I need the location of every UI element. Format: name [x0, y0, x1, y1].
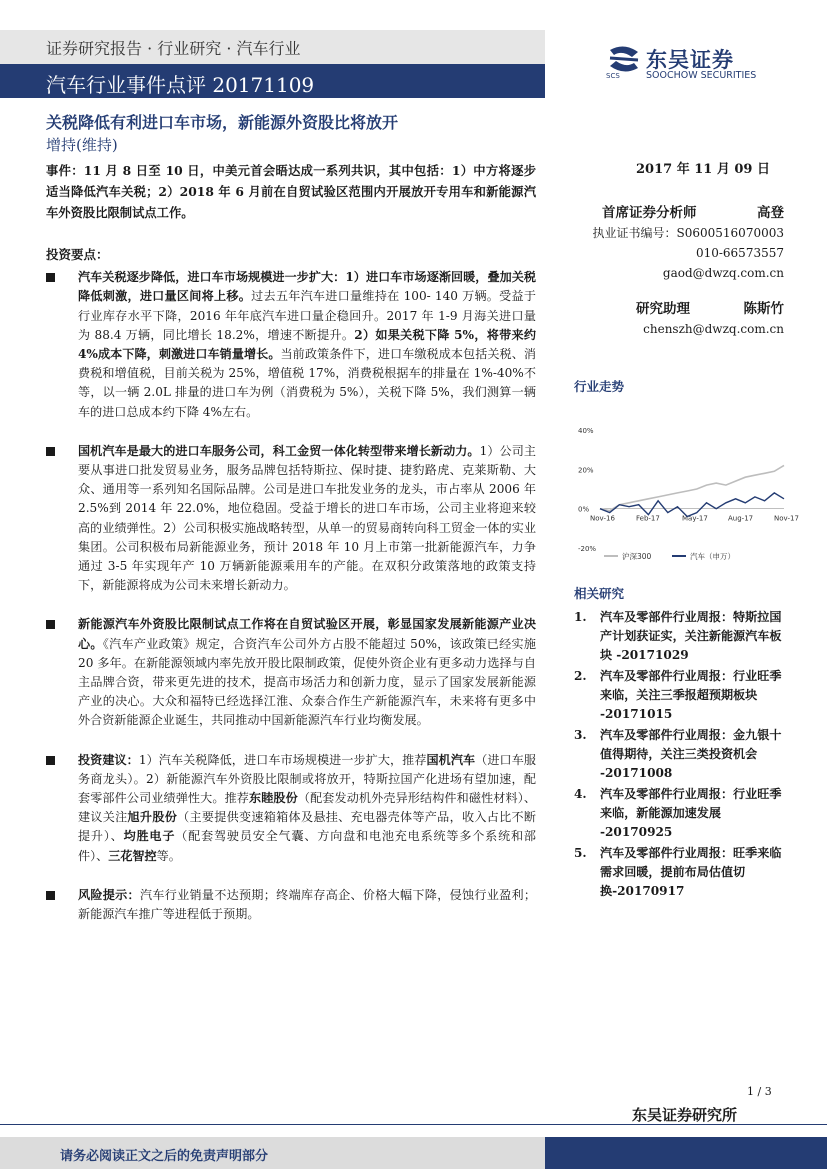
page-number: 1 / 3: [747, 1085, 772, 1098]
x-tick-label: Feb-17: [636, 514, 660, 523]
related-item[interactable]: [574, 726, 789, 783]
point-bold-text: 三花智控: [108, 848, 157, 863]
investment-points: [46, 245, 536, 944]
legend-label-auto: 汽车（申万）: [690, 552, 735, 561]
logo-mark-icon: [604, 44, 644, 74]
header-category-bar: [0, 30, 545, 64]
bullet-square-icon: [46, 891, 55, 900]
series-line-0: [600, 465, 784, 510]
headline: 关税降低有利进口车市场，新能源外资股比将放开: [46, 113, 399, 132]
point-text: 《汽车产业政策》规定，合资汽车公司外方占股不能超过 50%，该政策已经实施 20 多年。在新能源领域内率先放开股比限制政策，促使外资企业有更多动力选择与自主品牌合资，带来更先进的技术，提高市场活力和创新力度，显示了国家发展新能源产业的决心。大众和福特已经选择江淮、众泰合作生产新能源汽车，未来将有更多中外合资新能源企业诞生，共同推动中国新能源汽车行业均衡发展。: [78, 636, 536, 728]
analyst-1-email: gaod@dwzq.com.cn: [662, 266, 784, 280]
point-text: 汽车行业销量不达预期；终端库存高企、价格大幅下降，侵蚀行业盈利；新能源汽车推广等进程低于预期。: [78, 887, 536, 922]
related-item-number: 5.: [574, 846, 587, 860]
point-text: （配套发动机外壳异形结构件和磁性材料）、建议关注: [78, 791, 536, 825]
industry-trend-chart: [574, 418, 799, 568]
chart-title: 行业走势: [574, 379, 625, 394]
logo-abbr: SCS: [606, 72, 620, 80]
company-logo: [604, 44, 774, 84]
analyst-info: [578, 203, 784, 339]
analyst-2-role: 研究助理: [636, 301, 690, 317]
header-title-bar: [0, 64, 545, 98]
bullet-square-icon: [46, 447, 55, 456]
related-item-text: 汽车及零部件行业周报：特斯拉国产计划获证实，关注新能源汽车板块 -20171029: [600, 610, 782, 662]
analyst-1-name: 高登: [757, 205, 784, 221]
points-title: 投资要点：: [46, 247, 109, 262]
footer-bar: [0, 1137, 827, 1169]
related-item[interactable]: [574, 608, 789, 665]
analyst-2-email: chenszh@dwzq.com.cn: [643, 322, 784, 336]
point-text: 等。: [156, 848, 181, 863]
point-bold-text: 新能源汽车外资股比限制试点工作将在自贸试验区开展，彰显国家发展新能源产业决心。: [78, 617, 536, 651]
analyst-license: 执业证书编号：S0600516070003: [592, 226, 784, 240]
related-item-text: 汽车及零部件行业周报：金九银十值得期待，关注三类投资机会 -20171008: [600, 728, 782, 780]
point-text: （主要提供变速箱箱体及悬挂、充电器壳体等产品，收入占比不断提升）、: [78, 810, 536, 844]
related-item-number: 3.: [574, 728, 587, 742]
point-item: [46, 268, 536, 422]
rating: 增持(维持): [46, 136, 118, 154]
x-tick-label: Aug-17: [728, 514, 754, 523]
point-item: [46, 886, 536, 924]
related-item-number: 1.: [574, 610, 587, 624]
series-line-1: [600, 493, 784, 517]
point-text: （配套驾驶员安全气囊、方向盘和电池充电系统等多个系统和部件）、: [78, 829, 536, 863]
x-tick-label: Nov-16: [590, 514, 615, 523]
related-item[interactable]: [574, 785, 789, 842]
point-text: 当前政策条件下，进口车缴税成本包括关税、消费税和增值税，目前关税为 25%，增值税 17%，消费税根据车的排量在 1%-40%不等，以一辆 2.0L 排量的进口车为例（消费税为 5%），关税下降 5%，我们测算一辆车的进口总成本约下降 4%左右。: [78, 347, 536, 419]
related-item[interactable]: [574, 667, 789, 724]
point-text: （进口车服务商龙头）。2）新能源汽车外资股比限制或将放开，特斯拉国产化进场有望加速，配套零部件公司业绩弹性大。推荐: [78, 752, 536, 806]
point-item: [46, 751, 536, 866]
related-item[interactable]: [574, 844, 789, 901]
bullet-square-icon: [46, 273, 55, 282]
y-tick-label: 40%: [578, 427, 594, 435]
point-item: [46, 615, 536, 730]
point-text: 1）汽车关税降低，进口车市场规模进一步扩大，推荐: [138, 752, 427, 767]
logo-chinese: 东吴证券: [646, 48, 734, 72]
point-bold-text: 国机汽车: [426, 752, 476, 767]
point-bold-text: 旭升股份: [127, 810, 178, 825]
analyst-2-name: 陈斯竹: [743, 301, 784, 317]
report-title: 汽车行业事件点评 20171109: [46, 73, 315, 97]
footer-org: 东吴证券研究所: [632, 1106, 738, 1124]
point-bold-text: 国机汽车是最大的进口车服务公司，科工金贸一体化转型带来增长新动力。: [78, 443, 480, 458]
logo-english: SOOCHOW SECURITIES: [646, 70, 757, 81]
y-tick-label: 20%: [578, 466, 594, 475]
related-research-list: [574, 608, 789, 903]
analyst-1-role: 首席证券分析师: [602, 205, 697, 221]
point-text: 1）公司主要从事进口批发贸易业务，服务品牌包括特斯拉、保时捷、捷豹路虎、克莱斯勒、大众、通用等一系列知名国际品牌。公司是进口车批发业务的龙头，市占率从 2006 年 2.5%到 2014 年 22.0%，地位稳固。受益于增长的进口车市场，公司主业将迎来较高的业绩弹性。2）公司积极实施战略转型，从单一的贸易商转向科工贸金一体的实业集团。公司积极布局新能源业务，预计 2018 年 10 月上市第一批新能源汽车，力争通过 3-5 年实现年产 10 万辆新能源乘用车的产能。在双积分政策落地的政策支持下，新能源将成为公司未来增长新动力。: [78, 443, 536, 593]
related-title: 相关研究: [574, 586, 625, 601]
point-bold-text: 风险提示：: [78, 887, 140, 902]
report-date: 2017 年 11 月 09 日: [636, 162, 770, 177]
bullet-square-icon: [46, 756, 55, 765]
related-item-text: 汽车及零部件行业周报：行业旺季来临，关注三季报超预期板块 -20171015: [600, 669, 782, 721]
report-category: 证券研究报告 · 行业研究 · 汽车行业: [46, 39, 301, 58]
x-tick-label: May-17: [682, 514, 708, 523]
footer-divider: [0, 1124, 827, 1125]
y-tick-label: 0%: [578, 505, 590, 514]
analyst-phone: 010-66573557: [695, 246, 784, 260]
related-item-number: 4.: [574, 787, 587, 801]
footer-disclaimer: 请务必阅读正文之后的免责声明部分: [60, 1149, 269, 1164]
legend-label-hs300: 沪深300: [622, 552, 652, 561]
related-item-text: 汽车及零部件行业周报：行业旺季来临，新能源加速发展 -20170925: [600, 787, 782, 839]
y-tick-label: -20%: [578, 545, 597, 553]
analyst-1-row: [578, 203, 784, 223]
point-bold-text: 均胜电子: [123, 829, 176, 844]
point-text: 过去五年汽车进口量维持在 100- 140 万辆。受益于行业库存水平下降，2016 年年底汽车进口量企稳回升。2017 年 1-9 月海关进口量为 88.4 万辆，同比增长 18.2%，增速不断提升。: [78, 289, 536, 342]
point-bold-text: 2）如果关税下降 5%，将带来约 4%成本下降，刺激进口车销量增长。: [78, 327, 536, 362]
point-bold-text: 东睦股份: [249, 791, 298, 806]
event-summary: 事件：11 月 8 日至 10 日，中美元首会晤达成一系列共识，其中包括：1）中方将逐步适当降低汽车关税；2）2018 年 6 月前在自贸试验区范围内开展放开专用车和新能源汽车外资股比限制试点工作。: [46, 163, 536, 220]
related-item-text: 汽车及零部件行业周报：旺季来临需求回暖，提前布局估值切换-20170917: [600, 846, 782, 898]
related-item-number: 2.: [574, 669, 587, 683]
analyst-2-row: [578, 299, 784, 319]
point-bold-text: 汽车关税逐步降低，进口车市场规模进一步扩大：1）进口车市场逐渐回暖，叠加关税降低刺激，进口量区间将上移。: [78, 270, 536, 304]
point-bold-text: 投资建议：: [78, 752, 139, 767]
x-tick-label: Nov-17: [774, 514, 799, 523]
point-item: [46, 442, 536, 596]
bullet-square-icon: [46, 620, 55, 629]
